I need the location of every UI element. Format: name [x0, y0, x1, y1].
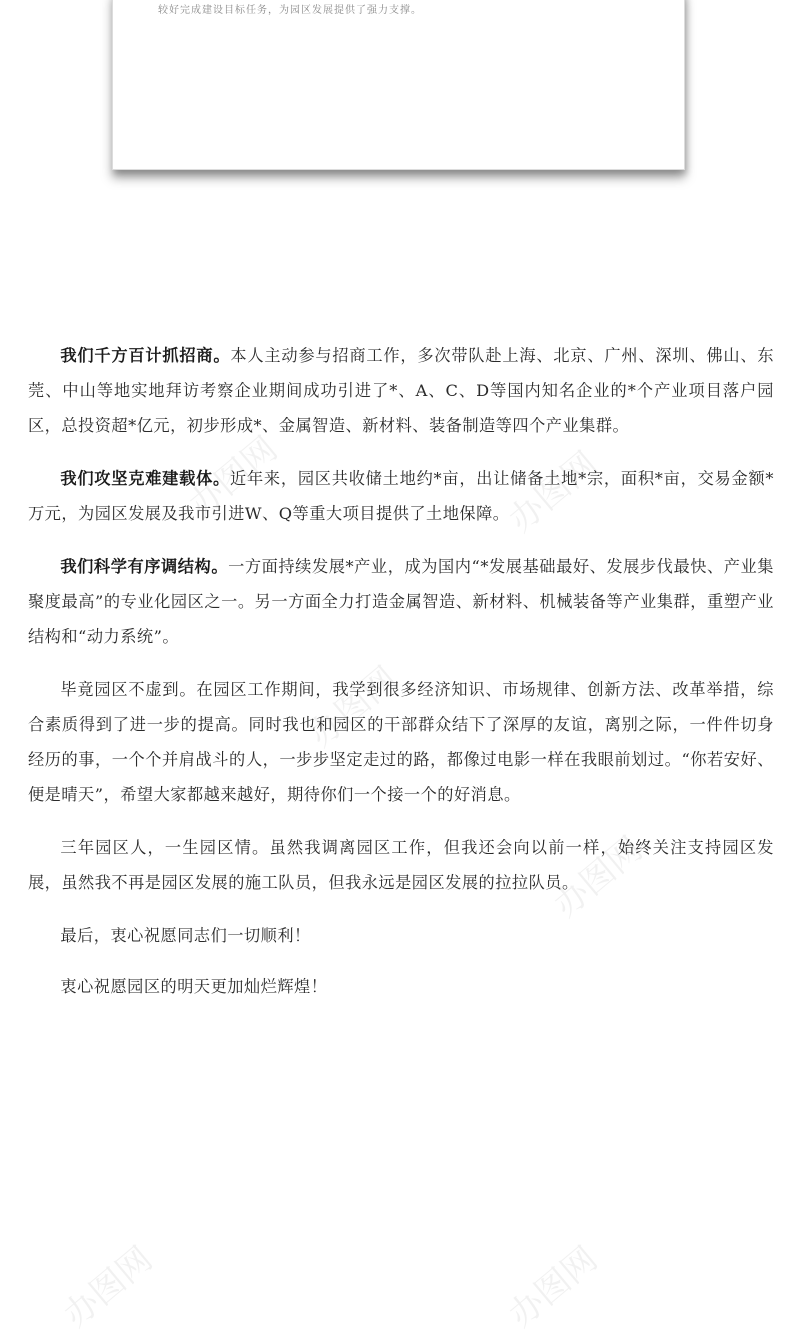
paragraph-investment: [28, 338, 774, 443]
paragraph-text: 本人主动参与招商工作，多次带队赴上海、北京、广州、深圳、佛山、东莞、中山等地实地拜访考察企业期间成功引进了*、A、C、D等国内知名企业的*个产业项目落户园区，总投资超*亿元，初步形成*、金属智造、新材料、装备制造等四个产业集群。: [28, 346, 775, 435]
watermark: 办图网: [181, 429, 286, 526]
watermark: 办图网: [501, 1239, 606, 1336]
watermark: 办图网: [301, 659, 406, 756]
watermark: 办图网: [56, 1239, 161, 1336]
paragraph-wish-park: [28, 969, 774, 1004]
paragraph-structure: [28, 549, 774, 654]
watermark: 办图网: [501, 444, 606, 541]
paragraph-text: 毕竟园区不虚到。在园区工作期间，我学到很多经济知识、市场规律、创新方法、改革举措，综合素质得到了进一步的提高。同时我也和园区的干部群众结下了深厚的友谊，离别之际，一件件切身经历的事，一个个并肩战斗的人，一步步坚定走过的路，都像过电影一样在我眼前划过。“你若安好、便是晴天”，希望大家都越来越好，期待你们一个接一个的好消息。: [28, 680, 774, 804]
paragraph-text: 近年来，园区共收储土地约*亩，出让储备土地*宗，面积*亩，交易金额*万元，为园区发展及我市引进W、Q等重大项目提供了土地保障。: [28, 469, 775, 523]
paragraph-farewell: [28, 830, 774, 900]
paragraph-text: 一方面持续发展*产业，成为国内“*发展基础最好、发展步伐最快、产业集聚度最高”的专业化园区之一。另一方面全力打造金属智造、新材料、机械装备等产业集群，重塑产业结构和“动力系统”。: [28, 557, 774, 646]
paragraph-lead: 我们千方百计抓招商。: [60, 346, 231, 365]
paragraph-lead: 我们攻坚克难建载体。: [60, 469, 230, 488]
preview-text-line: 较好完成建设目标任务，为园区发展提供了强力支撑。: [158, 5, 422, 16]
paragraph-land: [28, 461, 774, 531]
paragraph-text: 衷心祝愿园区的明天更加灿烂辉煌！: [60, 977, 328, 996]
paragraph-text: 最后，衷心祝愿同志们一切顺利！: [60, 926, 311, 945]
watermark: 办图网: [546, 829, 651, 926]
article-body: [28, 338, 774, 1020]
paragraph-text: 三年园区人，一生园区情。虽然我调离园区工作，但我还会向以前一样，始终关注支持园区发展，虽然我不再是园区发展的施工队员，但我永远是园区发展的拉拉队员。: [28, 838, 774, 892]
document-preview-card: [112, 0, 685, 170]
paragraph-experience: [28, 672, 774, 812]
paragraph-lead: 我们科学有序调结构。: [60, 557, 229, 576]
paragraph-wish-colleagues: [28, 918, 774, 953]
